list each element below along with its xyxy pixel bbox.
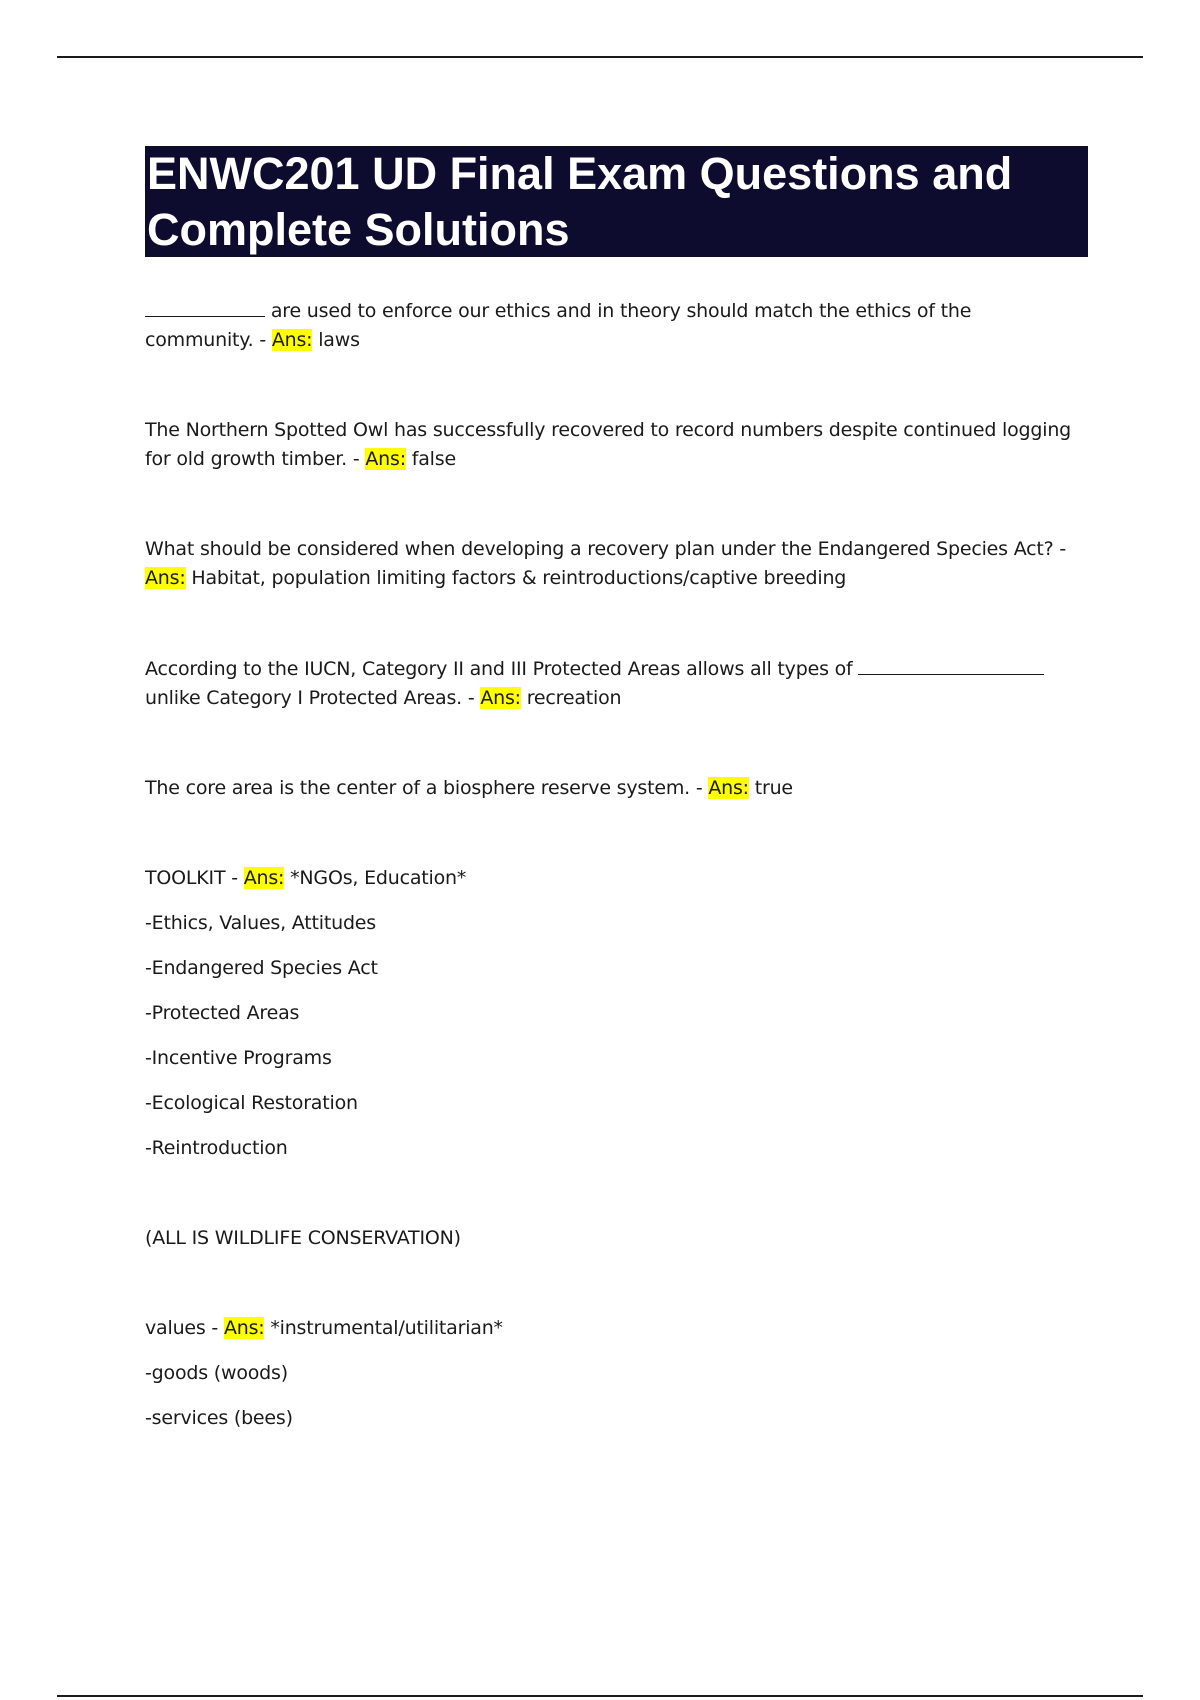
term-text: TOOLKIT - xyxy=(145,867,238,889)
qa-item-3 xyxy=(145,535,1085,593)
answer-label: Ans: xyxy=(365,448,406,470)
answer-text: *NGOs, Education* xyxy=(290,867,467,889)
list-item: -goods (woods) xyxy=(145,1362,288,1384)
answer-label: Ans: xyxy=(243,867,285,889)
term-text: values - xyxy=(145,1317,219,1339)
answer-text: Habitat, population limiting factors & reintroductions/captive breeding xyxy=(191,567,847,589)
question-text: According to the IUCN, Category II and III Protected Areas allows all types of xyxy=(145,658,853,680)
answer-text: false xyxy=(411,448,456,470)
answer-label: Ans: xyxy=(145,567,186,589)
answer-text: recreation xyxy=(526,687,622,709)
qa-item-values xyxy=(145,1314,1085,1433)
question-text: The Northern Spotted Owl has successfully recovered to record numbers despite continued logging for old growth timber. - xyxy=(145,419,1072,470)
toolkit-note: (ALL IS WILDLIFE CONSERVATION) xyxy=(145,1227,461,1249)
question-text: unlike Category I Protected Areas. - xyxy=(145,687,475,709)
header-rule xyxy=(57,56,1143,58)
list-item: -Reintroduction xyxy=(145,1137,288,1159)
list-item: -Incentive Programs xyxy=(145,1047,332,1069)
answer-label: Ans: xyxy=(708,777,749,799)
list-item: -Ecological Restoration xyxy=(145,1092,358,1114)
qa-item-2 xyxy=(145,416,1085,474)
list-item: -Protected Areas xyxy=(145,1002,300,1024)
answer-text: laws xyxy=(318,329,360,351)
list-item: -services (bees) xyxy=(145,1407,293,1429)
qa-item-5 xyxy=(145,774,1085,803)
toolkit-heading xyxy=(145,864,1085,893)
document-title: ENWC201 UD Final Exam Questions and Complete Solutions xyxy=(145,146,1088,257)
qa-item-toolkit xyxy=(145,864,1085,1253)
fill-in-blank xyxy=(858,654,1044,675)
document-body xyxy=(145,296,1085,1433)
footer-rule xyxy=(57,1695,1143,1697)
answer-label: Ans: xyxy=(223,1317,265,1339)
answer-text: true xyxy=(754,777,793,799)
values-heading xyxy=(145,1314,1085,1343)
qa-item-1 xyxy=(145,296,1085,355)
list-item: -Ethics, Values, Attitudes xyxy=(145,912,376,934)
answer-label: Ans: xyxy=(271,329,313,351)
list-item: -Endangered Species Act xyxy=(145,957,378,979)
qa-item-4 xyxy=(145,654,1085,713)
question-text: The core area is the center of a biosphere reserve system. - xyxy=(145,777,703,799)
fill-in-blank xyxy=(145,296,265,317)
question-text: are used to enforce our ethics and in theory should match the ethics of the community. - xyxy=(145,300,972,351)
question-text: What should be considered when developing a recovery plan under the Endangered Species Act? - xyxy=(145,538,1067,560)
answer-text: *instrumental/utilitarian* xyxy=(270,1317,503,1339)
answer-label: Ans: xyxy=(480,687,521,709)
